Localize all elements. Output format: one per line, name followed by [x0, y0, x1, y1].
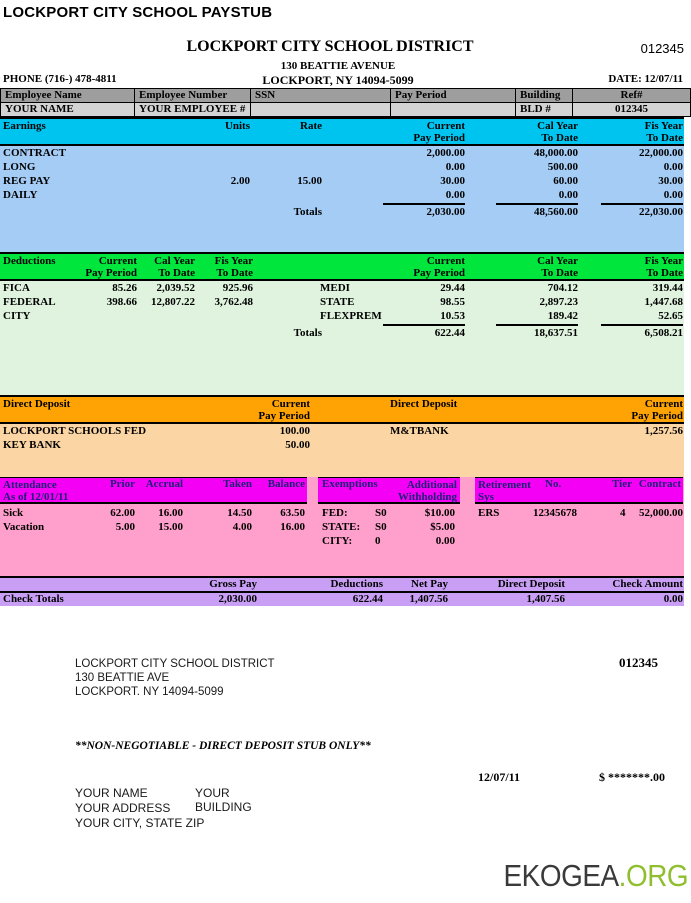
check-totals-header: [0, 578, 684, 593]
col-contract: Contract: [638, 478, 681, 490]
date-label: DATE: 12/07/11: [608, 73, 683, 85]
header-pay-period: Pay Period: [391, 89, 516, 102]
retirement-title: Retirement Sys: [478, 479, 531, 503]
stub-date: 12/07/11: [478, 770, 521, 784]
check-totals-section: [0, 576, 684, 606]
totals-label: Totals: [293, 327, 322, 339]
deductions-totals-row: Totals 622.44 18,637.51 6,508.21: [293, 327, 683, 339]
col-direct-deposit: Direct Deposit: [497, 578, 565, 590]
header-employee-name: Employee Name: [1, 89, 135, 102]
district-city: LOCKPORT, NY 14094-5099: [262, 73, 414, 87]
direct-deposit-header: [0, 395, 684, 424]
earnings-header: [0, 117, 684, 146]
stub-building: YOUR BUILDING: [195, 786, 252, 814]
direct-deposit-title-left: Direct Deposit: [3, 398, 71, 410]
deductions-title: Deductions: [3, 255, 56, 267]
col-fis-left: Fis Year To Date: [214, 255, 253, 279]
employee-pay-period: [391, 103, 516, 116]
col-deductions: Deductions: [330, 578, 383, 590]
totals-rule: [601, 203, 683, 205]
col-tier: Tier: [612, 478, 632, 490]
col-net-pay: Net Pay: [411, 578, 448, 590]
earnings-section: [0, 117, 684, 252]
attendance-header: [0, 477, 307, 504]
exemptions-row: CITY: 0 0.00: [322, 535, 455, 547]
totals-rule: [496, 203, 578, 205]
col-balance: Balance: [267, 478, 305, 490]
employee-building: BLD #: [516, 103, 573, 116]
exemptions-header: [318, 477, 460, 504]
direct-deposit-title-right: Direct Deposit: [390, 398, 458, 410]
stub-ref-number: 012345: [619, 655, 658, 670]
stub-name: YOUR NAME: [75, 786, 148, 800]
stub-citystate-line: YOUR CITY, STATE ZIP: [75, 816, 205, 830]
ekogea-logo-tld: .ORG: [618, 858, 688, 893]
deductions-section: [0, 252, 684, 395]
header-building: Building: [516, 89, 573, 102]
col-current: Current Pay Period: [413, 120, 465, 144]
totals-rule: [383, 203, 465, 205]
district-address: 130 BEATTIE AVENUE: [280, 60, 396, 72]
header-ssn: SSN: [251, 89, 391, 102]
direct-deposit-section: [0, 395, 684, 477]
totals-rule: [601, 324, 683, 326]
employee-ref: 012345: [615, 103, 648, 115]
check-totals-label: Check Totals: [3, 593, 64, 605]
earnings-totals-row: Totals 2,030.00 48,560.00 22,030.00: [293, 206, 683, 218]
ref-number-top: 012345: [640, 41, 684, 56]
non-negotiable-notice: **NON-NEGOTIABLE - DIRECT DEPOSIT STUB ONLY**: [75, 740, 371, 752]
employee-table-header: [1, 89, 690, 103]
employee-table-row: [1, 103, 690, 116]
col-prior: Prior: [109, 478, 135, 490]
stub-street: 130 BEATTIE AVE: [75, 672, 170, 684]
col-additional-withholding: Additional Withholding: [397, 479, 457, 503]
deductions-header: [0, 252, 684, 281]
totals-rule: [383, 324, 465, 326]
page-title: LOCKPORT CITY SCHOOL PAYSTUB: [3, 4, 273, 21]
attendance-row: Sick 62.00 16.00 14.50 63.50 FED: S0 $10.00 ERS 12345678 4 52,000.00: [3, 507, 683, 519]
deductions-row: CITY FLEXPREM 10.53 189.42 52.65: [3, 310, 683, 322]
header-employee-number: Employee Number: [135, 89, 251, 102]
ekogea-logo-name: EKOGEA: [503, 858, 619, 893]
stub-city: LOCKPORT. NY 14094-5099: [75, 686, 224, 698]
earnings-row: CONTRACT 2,000.00 48,000.00 22,000.00: [3, 147, 683, 159]
col-fis-right: Fis Year To Date: [644, 255, 683, 279]
col-current-left: Current Pay Period: [258, 398, 310, 422]
col-no: No.: [545, 478, 562, 490]
col-cal-right: Cal Year To Date: [537, 255, 578, 279]
employee-table: [0, 88, 691, 117]
col-cal-year: Cal Year To Date: [537, 120, 578, 144]
totals-label: Totals: [293, 206, 322, 218]
stub-district: LOCKPORT CITY SCHOOL DISTRICT: [75, 658, 275, 670]
employee-ssn: [251, 103, 391, 116]
attendance-section: [0, 477, 684, 576]
retirement-header: [475, 477, 683, 504]
check-totals-row: Check Totals 2,030.00 622.44 1,407.56 1,407.56 0.00: [3, 593, 683, 605]
header-ref: Ref#: [620, 89, 643, 101]
ekogea-logo: [503, 858, 688, 894]
col-check-amount: Check Amount: [612, 578, 683, 590]
earnings-row: REG PAY 2.00 15.00 30.00 60.00 30.00: [3, 175, 683, 187]
earnings-title: Earnings: [3, 120, 46, 132]
deductions-row: FICA 85.26 2,039.52 925.96 MEDI 29.44 704.12 319.44: [3, 282, 683, 294]
stub-address-line: YOUR ADDRESS: [75, 801, 171, 815]
earnings-row: LONG 0.00 500.00 0.00: [3, 161, 683, 173]
col-accrual: Accrual: [145, 478, 183, 490]
col-current-right: Current Pay Period: [413, 255, 465, 279]
direct-deposit-row: LOCKPORT SCHOOLS FED 100.00 M&TBANK 1,257.56: [3, 425, 683, 437]
exemptions-title: Exemptions: [322, 478, 378, 490]
deductions-row: FEDERAL 398.66 12,807.22 3,762.48 STATE 98.55 2,897.23 1,447.68: [3, 296, 683, 308]
col-gross-pay: Gross Pay: [209, 578, 257, 590]
col-current-right: Current Pay Period: [631, 398, 683, 422]
attendance-title: Attendance As of 12/01/11: [3, 479, 69, 503]
district-name: LOCKPORT CITY SCHOOL DISTRICT: [186, 38, 474, 55]
attendance-row: Vacation 5.00 15.00 4.00 16.00 STATE: S0 $5.00: [3, 521, 455, 533]
col-cal-left: Cal Year To Date: [154, 255, 195, 279]
stub-amount: $ *******.00: [599, 770, 665, 784]
col-rate: Rate: [300, 120, 322, 132]
stub-district-address: [75, 657, 275, 699]
col-fis-year: Fis Year To Date: [644, 120, 683, 144]
col-taken: Taken: [223, 478, 252, 490]
employee-name: YOUR NAME: [1, 103, 135, 116]
totals-rule: [496, 324, 578, 326]
direct-deposit-row: KEY BANK 50.00: [3, 439, 310, 451]
phone-label: PHONE (716-) 478-4811: [3, 73, 117, 85]
col-current-left: Current Pay Period: [85, 255, 137, 279]
earnings-row: DAILY 0.00 0.00 0.00: [3, 189, 683, 201]
col-units: Units: [224, 120, 250, 132]
employee-number: YOUR EMPLOYEE #: [135, 103, 251, 116]
